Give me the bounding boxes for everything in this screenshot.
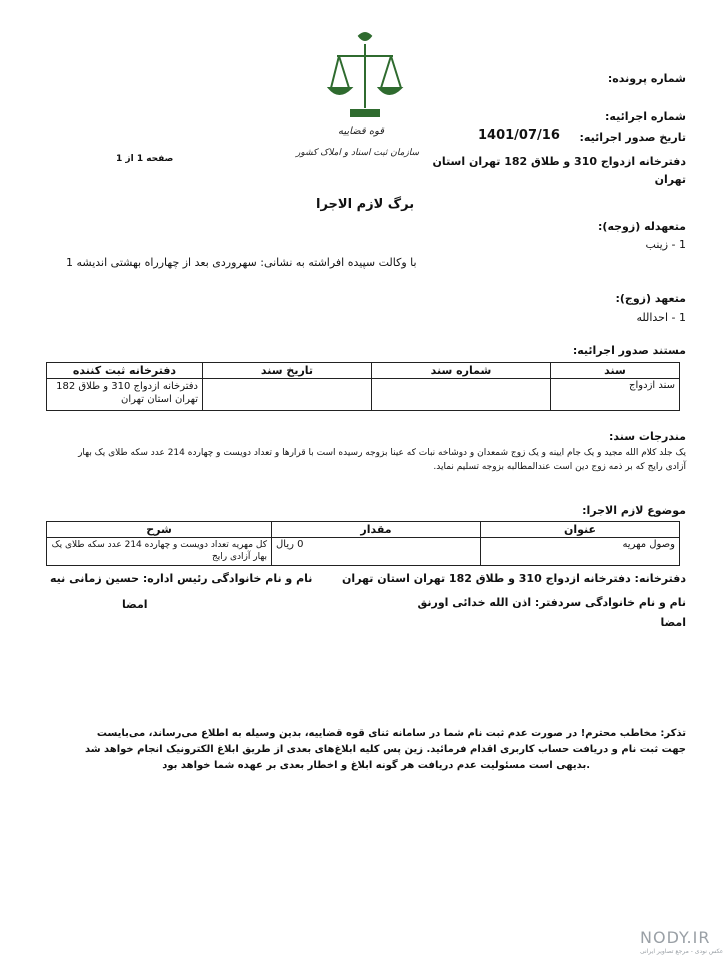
head-name-label: نام و نام خانوادگی رئیس اداره: حسین زمانی نیه <box>50 572 313 585</box>
doc-table <box>46 362 680 411</box>
table-row <box>47 379 680 411</box>
debtor-name: 1 - احدالله <box>636 311 686 324</box>
col-registrar: دفترخانه ثبت کننده <box>47 363 203 379</box>
judiciary-emblem <box>325 30 405 125</box>
table-header-row <box>47 363 680 379</box>
table-header-row <box>47 522 680 538</box>
notice-line-2: جهت ثبت نام و دریافت حساب کاربری اقدام فرمائید. زین پس کلیه ابلاغ‌های بعدی از طریق ابلاغ الکترونیک انجام خواهد شد <box>84 744 686 755</box>
logo-text-registration-org: سازمان ثبت اسناد و املاک کشور <box>296 148 420 158</box>
scales-of-justice-icon <box>325 30 405 125</box>
cell-registrar: دفترخانه ازدواج 310 و طلاق 182 تهران استان تهران <box>47 379 203 411</box>
cell-description: کل مهریه تعداد دویست و چهارده 214 عدد سکه طلای یک بهار آزادی رایج <box>47 538 272 566</box>
subject-table-label: موضوع لازم الاجرا: <box>582 504 686 517</box>
office-line-2: تهران <box>654 173 686 186</box>
watermark-brand: NODY.IR <box>640 928 711 947</box>
notice-line-1: تذکر: مخاطب محترم! در صورت عدم ثبت نام شما در سامانه ثنای قوه قضاییه، بدین وسیله به اطلاع می‌رساند، می‌بایست <box>96 728 686 739</box>
debtor-label: متعهد (زوج): <box>615 292 686 305</box>
contents-label: مندرجات سند: <box>609 430 686 443</box>
col-doc-date: تاریخ سند <box>203 363 372 379</box>
notice-line-3: .بدیهی است مسئولیت عدم دریافت هر گونه ابلاغ و اخطار بعدی بر عهده شما خواهد بود <box>162 760 590 771</box>
col-amount: مقدار <box>272 522 481 538</box>
logo-text-judiciary: قوه قضاییه <box>338 126 385 137</box>
cell-title: وصول مهریه <box>481 538 680 566</box>
contents-line-1: یک جلد کلام الله مجید و یک جام آیینه و یک زوج شمعدان و دوشاخه نبات که عینا بزوجه رسیده است با قرارها و تعداد دویست و چهارده 214 عدد سکه طلای یک بهار <box>78 448 686 458</box>
creditor-name: 1 - زینب <box>645 238 686 251</box>
cell-doc-date <box>203 379 372 411</box>
exec-number-label: شماره اجرائیه: <box>605 110 686 123</box>
col-doc-number: شماره سند <box>372 363 551 379</box>
creditor-note: با وکالت سپیده افراشته به نشانی: سهروردی بعد از چهارراه بهشتی اندیشه 1 <box>66 256 417 269</box>
issue-date-label: تاریخ صدور اجرائیه: <box>579 131 686 144</box>
table-row <box>47 538 680 566</box>
notary-name-label: نام و نام خانوادگی سردفتر: اذن الله خدائی اورنق <box>417 596 686 609</box>
page-indicator: صفحه 1 از 1 <box>116 154 174 164</box>
cell-doc: سند ازدواج <box>551 379 680 411</box>
office-signature-label: دفترخانه: دفترخانه ازدواج 310 و طلاق 182 تهران استان تهران <box>342 572 686 585</box>
office-line-1: دفترخانه ازدواج 310 و طلاق 182 تهران استان <box>432 155 686 168</box>
file-number-label: شماره پرونده: <box>607 72 686 85</box>
watermark-tagline: عکس نودی - مرجع تصاویر ایرانی <box>640 948 724 955</box>
cell-doc-number <box>372 379 551 411</box>
creditor-label: متعهدله (زوجه): <box>598 220 686 233</box>
col-title: عنوان <box>481 522 680 538</box>
col-doc: سند <box>551 363 680 379</box>
contents-line-2: آزادی رایج که بر ذمه زوج دین است عندالمطالبه بزوجه تسلیم نماید. <box>433 462 686 472</box>
page-title: برگ لازم الاجرا <box>316 197 415 212</box>
notary-sign-label: امضا <box>660 616 686 629</box>
doc-table-label: مستند صدور اجرائیه: <box>572 344 686 357</box>
subject-table <box>46 521 680 566</box>
head-sign-label: امضا <box>122 598 148 611</box>
col-description: شرح <box>47 522 272 538</box>
issue-date-value: 1401/07/16 <box>478 128 560 143</box>
cell-amount: 0 ریال <box>272 538 481 566</box>
